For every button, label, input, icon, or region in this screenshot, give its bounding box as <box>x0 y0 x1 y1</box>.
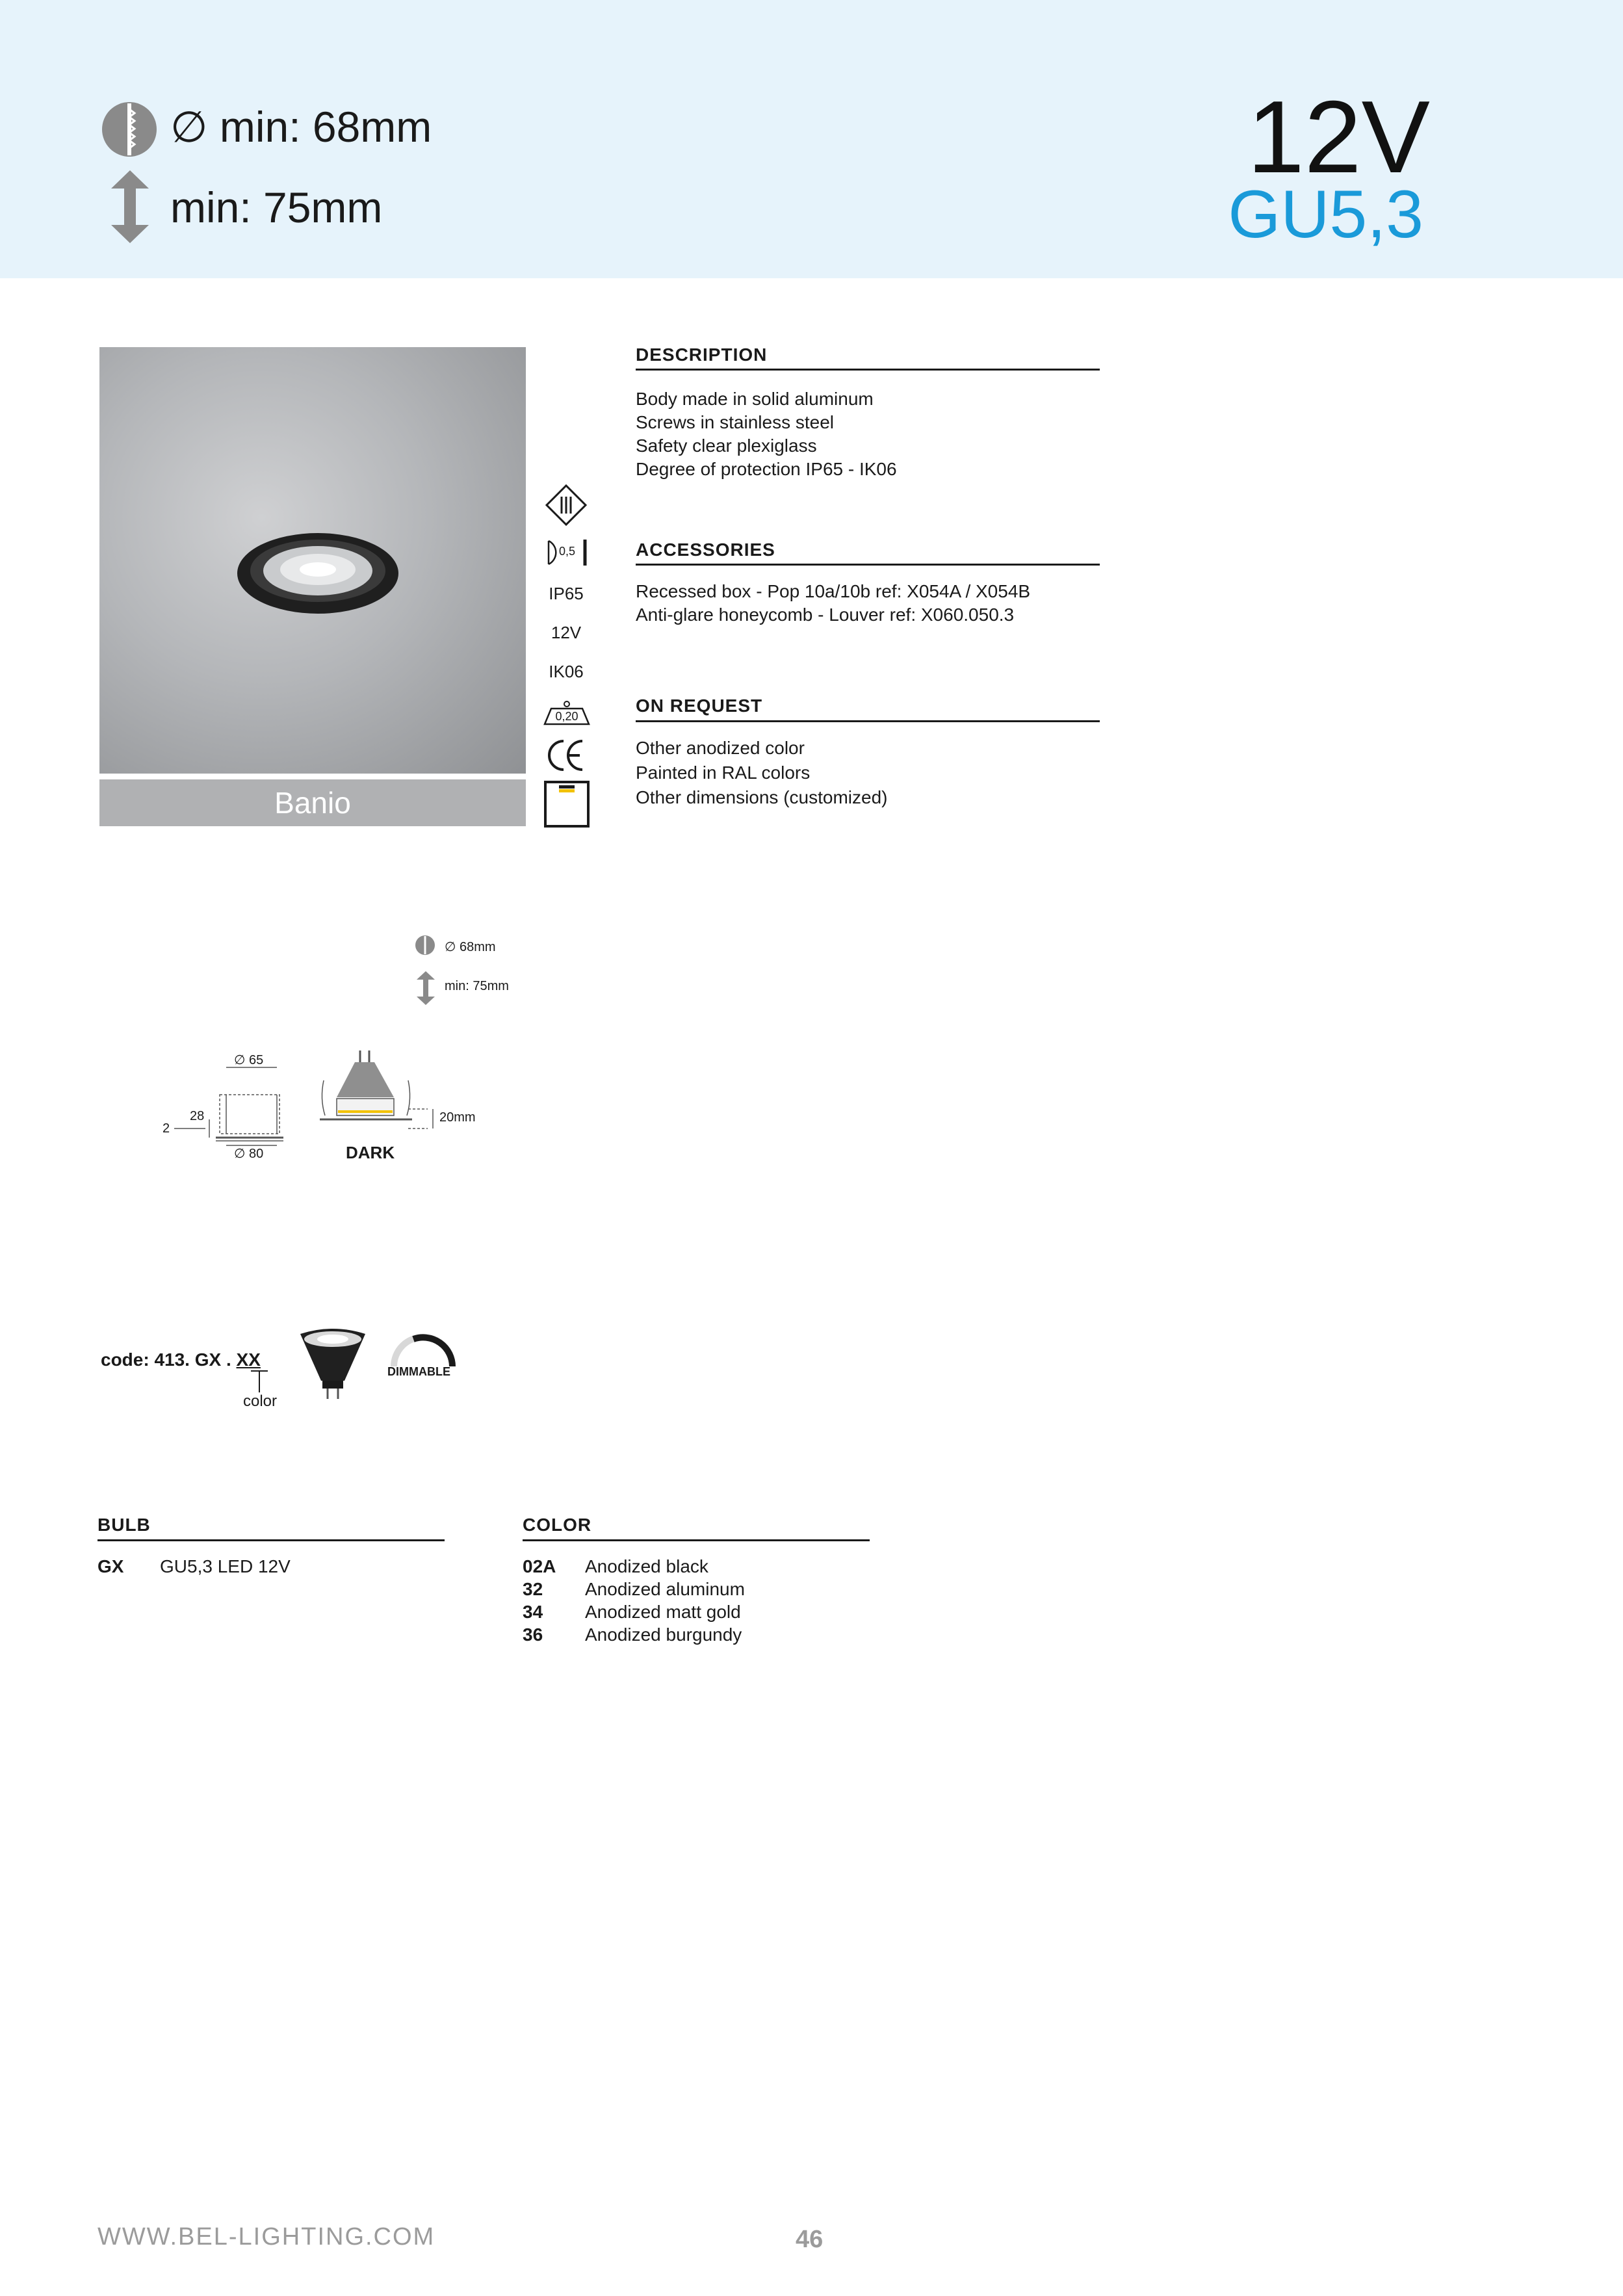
model-label: DARK <box>346 1143 395 1162</box>
cutout-diameter-icon <box>100 100 159 159</box>
bulb-icon <box>294 1326 372 1404</box>
website-link[interactable]: WWW.BEL-LIGHTING.COM <box>97 2223 435 2250</box>
ip-rating: IP65 <box>549 584 584 603</box>
class-iii-icon <box>545 484 588 527</box>
dimmable-label: DIMMABLE <box>387 1365 450 1378</box>
product-code <box>101 1350 261 1370</box>
diameter-symbol: ∅ <box>445 940 460 954</box>
description-title: DESCRIPTION <box>636 345 768 365</box>
color-divider <box>523 1539 870 1541</box>
diameter-symbol: ∅ <box>234 1053 249 1067</box>
bulb-code: GX <box>97 1556 124 1576</box>
flange-dimension: 2 <box>162 1121 170 1136</box>
bulb-value: GU5,3 LED 12V <box>160 1556 291 1576</box>
depth-arrow-icon-small <box>416 971 435 1005</box>
header-diameter <box>170 103 432 151</box>
on-request-list <box>636 736 887 810</box>
top-dimension-value: 65 <box>248 1053 264 1067</box>
color-code: 36 <box>523 1624 543 1645</box>
color-code: 34 <box>523 1602 543 1622</box>
ce-mark-icon <box>547 738 585 772</box>
bulb-divider <box>97 1539 445 1541</box>
ik-rating: IK06 <box>549 662 584 681</box>
accessories-line: Recessed box - Pop 10a/10b ref: X054A / X054B <box>636 581 1031 601</box>
description-divider <box>636 369 1100 371</box>
code-pointer-line <box>250 1370 269 1392</box>
height-dimension: 28 <box>190 1109 205 1123</box>
dimmable-icon <box>387 1330 459 1369</box>
product-photo <box>99 347 526 774</box>
color-value: Anodized black <box>585 1556 708 1576</box>
on-request-line: Painted in RAL colors <box>636 763 811 783</box>
bulb-title: BULB <box>97 1515 151 1535</box>
glow-wire-icon <box>545 538 590 567</box>
diameter-symbol: ∅ <box>170 103 220 151</box>
description-line: Body made in solid aluminum <box>636 389 874 409</box>
code-color-note: color <box>243 1392 278 1410</box>
on-request-line: Other dimensions (customized) <box>636 787 888 807</box>
accessories-divider <box>636 564 1100 566</box>
cutout-icon-small <box>415 935 435 956</box>
color-code: 02A <box>523 1556 556 1576</box>
glow-wire-value: 0,5 <box>559 545 576 558</box>
bottom-dimension-value: 80 <box>248 1147 264 1161</box>
product-name: Banio <box>99 779 526 826</box>
side-dimension: 20mm <box>439 1110 476 1125</box>
load-value: 0,20 <box>555 710 578 723</box>
header-height-text: min: 75mm <box>170 183 383 231</box>
height-arrow-icon <box>109 170 151 243</box>
on-request-divider <box>636 720 1100 722</box>
color-value: Anodized burgundy <box>585 1624 742 1645</box>
description-line: Degree of protection IP65 - IK06 <box>636 459 897 479</box>
header-voltage: 12V <box>1247 80 1430 194</box>
header-socket: GU5,3 <box>1228 177 1423 252</box>
on-request-line: Other anodized color <box>636 738 805 758</box>
lamp-drawing <box>317 1048 441 1139</box>
diameter-symbol: ∅ <box>234 1147 249 1161</box>
code-prefix: code: 413. GX . <box>101 1350 237 1370</box>
header-diameter-text: min: 68mm <box>219 103 432 151</box>
drawing-cutout <box>445 939 496 955</box>
color-value: Anodized aluminum <box>585 1579 745 1599</box>
description-line: Safety clear plexiglass <box>636 436 817 456</box>
accessories-list <box>636 580 1030 627</box>
color-code: 32 <box>523 1579 543 1599</box>
profile-drawing <box>170 1063 287 1148</box>
cert-voltage: 12V <box>551 623 582 642</box>
color-title: COLOR <box>523 1515 592 1535</box>
accessories-title: ACCESSORIES <box>636 540 775 560</box>
description-list <box>636 387 897 481</box>
drawing-cutout-value: 68mm <box>459 940 496 954</box>
color-value: Anodized matt gold <box>585 1602 741 1622</box>
description-line: Screws in stainless steel <box>636 412 835 432</box>
page-number: 46 <box>796 2226 824 2253</box>
on-request-title: ON REQUEST <box>636 696 763 716</box>
code-color-placeholder: XX <box>236 1350 261 1370</box>
load-icon <box>542 701 591 725</box>
recessed-fitting-icon <box>543 780 590 828</box>
accessories-line: Anti-glare honeycomb - Louver ref: X060.050.3 <box>636 605 1015 625</box>
drawing-depth: min: 75mm <box>445 979 509 993</box>
